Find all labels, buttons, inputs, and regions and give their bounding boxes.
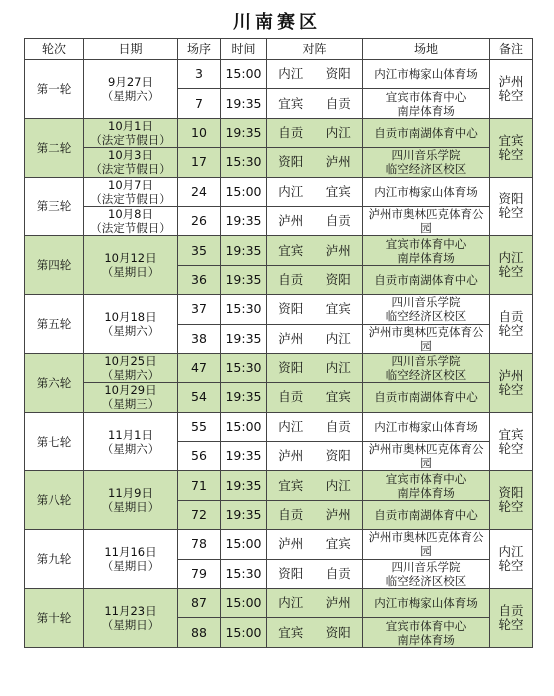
away-team-cell: 自贡 <box>315 412 363 441</box>
date-line: 10月25日 <box>104 354 157 369</box>
match-no-cell: 54 <box>178 383 221 412</box>
away-team-cell: 自贡 <box>315 89 363 118</box>
away-team-cell: 宜宾 <box>315 530 363 559</box>
table-row <box>25 60 533 89</box>
match-no-cell: 17 <box>178 148 221 177</box>
venue-cell <box>363 60 490 89</box>
header-match-no: 场序 <box>178 39 221 60</box>
bye-line: 泸州 <box>498 73 524 89</box>
venue-cell <box>363 500 490 529</box>
table-row <box>25 383 533 412</box>
header-date: 日期 <box>84 39 178 60</box>
date-line: 11月16日 <box>104 545 157 560</box>
match-no-cell: 35 <box>178 236 221 265</box>
bye-line: 资阳 <box>498 191 524 207</box>
bye-line: 轮空 <box>498 205 524 221</box>
venue-line: 宜宾市体育中心 <box>385 89 467 104</box>
bye-line: 自贡 <box>498 309 524 325</box>
bye-line: 自贡 <box>498 602 524 618</box>
venue-line: 四川音乐学院 <box>391 354 461 369</box>
home-team-cell: 宜宾 <box>267 236 315 265</box>
table-row <box>25 471 533 500</box>
bye-line: 轮空 <box>498 499 524 515</box>
match-no-cell: 71 <box>178 471 221 500</box>
date-cell <box>84 383 178 412</box>
date-line: （星期六） <box>101 324 160 339</box>
time-cell: 15:30 <box>221 559 267 588</box>
round-cell: 第七轮 <box>25 412 84 471</box>
header-round: 轮次 <box>25 39 84 60</box>
venue-cell <box>363 353 490 382</box>
venue-line: 宜宾市体育中心 <box>385 618 467 633</box>
table-row <box>25 177 533 206</box>
date-line: （星期三） <box>101 397 160 412</box>
page-title: 川南赛区 <box>233 12 321 33</box>
date-line: 10月3日 <box>108 148 153 163</box>
bye-note-cell <box>490 471 533 530</box>
time-cell: 19:35 <box>221 89 267 118</box>
home-team-cell: 资阳 <box>267 148 315 177</box>
away-team-cell: 宜宾 <box>315 295 363 324</box>
date-cell <box>84 471 178 530</box>
time-cell: 15:30 <box>221 353 267 382</box>
date-line: 10月7日 <box>108 177 153 192</box>
time-cell: 15:00 <box>221 618 267 647</box>
match-no-cell: 55 <box>178 412 221 441</box>
away-team-cell: 内江 <box>315 324 363 353</box>
table-row <box>25 353 533 382</box>
date-line: 10月12日 <box>104 251 157 266</box>
venue-cell <box>363 177 490 206</box>
match-no-cell: 56 <box>178 442 221 471</box>
home-team-cell: 宜宾 <box>267 89 315 118</box>
match-no-cell: 10 <box>178 118 221 147</box>
match-no-cell: 38 <box>178 324 221 353</box>
date-line: 11月9日 <box>108 486 153 501</box>
away-team-cell: 资阳 <box>315 60 363 89</box>
home-team-cell: 资阳 <box>267 353 315 382</box>
header-time: 时间 <box>221 39 267 60</box>
table-row <box>25 236 533 265</box>
time-cell: 15:00 <box>221 530 267 559</box>
round-cell: 第二轮 <box>25 118 84 177</box>
date-line: （星期六） <box>101 368 160 383</box>
venue-line: 自贡市南湖体育中心 <box>374 125 478 140</box>
bye-note-cell <box>490 118 533 177</box>
time-cell: 19:35 <box>221 265 267 294</box>
date-cell <box>84 148 178 177</box>
home-team-cell: 内江 <box>267 60 315 89</box>
venue-line: 内江市梅家山体育场 <box>374 596 478 611</box>
header-venue: 场地 <box>363 39 490 60</box>
away-team-cell: 资阳 <box>315 442 363 471</box>
venue-line: 自贡市南湖体育中心 <box>374 390 478 405</box>
time-cell: 19:35 <box>221 442 267 471</box>
venue-line: 临空经济区校区 <box>385 309 467 324</box>
date-cell <box>84 177 178 206</box>
schedule-body <box>25 60 533 648</box>
venue-line: 自贡市南湖体育中心 <box>374 508 478 523</box>
home-team-cell: 资阳 <box>267 295 315 324</box>
home-team-cell: 宜宾 <box>267 618 315 647</box>
venue-cell <box>363 324 490 353</box>
bye-line: 泸州 <box>498 367 524 383</box>
venue-line: 泸州市奥林匹克体育公园 <box>368 207 484 236</box>
date-line: （星期日） <box>101 559 160 574</box>
table-row <box>25 148 533 177</box>
venue-cell <box>363 295 490 324</box>
match-no-cell: 78 <box>178 530 221 559</box>
time-cell: 15:00 <box>221 177 267 206</box>
venue-cell <box>363 383 490 412</box>
venue-line: 临空经济区校区 <box>385 573 467 588</box>
away-team-cell: 资阳 <box>315 618 363 647</box>
match-no-cell: 24 <box>178 177 221 206</box>
round-cell: 第九轮 <box>25 530 84 589</box>
date-line: 10月1日 <box>108 118 153 133</box>
date-line: 11月23日 <box>104 603 157 618</box>
bye-line: 宜宾 <box>498 132 524 148</box>
match-no-cell: 87 <box>178 589 221 618</box>
match-no-cell: 79 <box>178 559 221 588</box>
date-line: （星期日） <box>101 500 160 515</box>
away-team-cell: 内江 <box>315 353 363 382</box>
venue-cell <box>363 412 490 441</box>
away-team-cell: 自贡 <box>315 206 363 235</box>
bye-line: 轮空 <box>498 264 524 280</box>
round-cell: 第八轮 <box>25 471 84 530</box>
away-team-cell: 泸州 <box>315 148 363 177</box>
match-no-cell: 26 <box>178 206 221 235</box>
venue-cell <box>363 148 490 177</box>
bye-line: 轮空 <box>498 146 524 162</box>
table-row <box>25 530 533 559</box>
bye-line: 内江 <box>498 250 524 266</box>
date-cell <box>84 589 178 648</box>
venue-line: 内江市梅家山体育场 <box>374 419 478 434</box>
time-cell: 15:00 <box>221 412 267 441</box>
round-cell: 第四轮 <box>25 236 84 295</box>
time-cell: 19:35 <box>221 118 267 147</box>
home-team-cell: 泸州 <box>267 206 315 235</box>
venue-cell <box>363 206 490 235</box>
time-cell: 15:00 <box>221 589 267 618</box>
round-cell: 第五轮 <box>25 295 84 354</box>
away-team-cell: 内江 <box>315 118 363 147</box>
table-row <box>25 118 533 147</box>
match-no-cell: 88 <box>178 618 221 647</box>
home-team-cell: 内江 <box>267 589 315 618</box>
venue-cell <box>363 118 490 147</box>
date-line: （法定节假日） <box>90 221 171 236</box>
home-team-cell: 内江 <box>267 177 315 206</box>
away-team-cell: 泸州 <box>315 500 363 529</box>
bye-line: 轮空 <box>498 381 524 397</box>
home-team-cell: 资阳 <box>267 559 315 588</box>
venue-line: 泸州市奥林匹克体育公园 <box>368 530 484 559</box>
date-line: （法定节假日） <box>90 191 171 206</box>
venue-line: 南岸体育场 <box>397 103 455 118</box>
date-line: 10月8日 <box>108 207 153 222</box>
round-cell: 第十轮 <box>25 589 84 648</box>
venue-cell <box>363 89 490 118</box>
time-cell: 19:35 <box>221 471 267 500</box>
venue-line: 南岸体育场 <box>397 250 455 265</box>
home-team-cell: 宜宾 <box>267 471 315 500</box>
venue-line: 临空经济区校区 <box>385 162 467 177</box>
home-team-cell: 自贡 <box>267 500 315 529</box>
bye-note-cell <box>490 412 533 471</box>
match-no-cell: 72 <box>178 500 221 529</box>
venue-line: 四川音乐学院 <box>391 559 461 574</box>
venue-line: 泸州市奥林匹克体育公园 <box>368 324 484 353</box>
date-cell <box>84 118 178 147</box>
date-line: 10月18日 <box>104 310 157 325</box>
venue-line: 宜宾市体育中心 <box>385 471 467 486</box>
table-row <box>25 206 533 235</box>
away-team-cell: 自贡 <box>315 559 363 588</box>
venue-cell <box>363 618 490 647</box>
schedule-table <box>24 38 533 648</box>
away-team-cell: 内江 <box>315 471 363 500</box>
table-row <box>25 412 533 441</box>
date-cell <box>84 412 178 471</box>
home-team-cell: 泸州 <box>267 442 315 471</box>
home-team-cell: 泸州 <box>267 530 315 559</box>
home-team-cell: 泸州 <box>267 324 315 353</box>
bye-note-cell <box>490 353 533 412</box>
bye-line: 轮空 <box>498 323 524 339</box>
venue-line: 南岸体育场 <box>397 632 455 647</box>
venue-line: 南岸体育场 <box>397 485 455 500</box>
date-line: 9月27日 <box>108 74 153 89</box>
round-cell: 第一轮 <box>25 60 84 119</box>
date-line: （星期六） <box>101 88 160 103</box>
bye-line: 宜宾 <box>498 426 524 442</box>
venue-line: 泸州市奥林匹克体育公园 <box>368 442 484 471</box>
venue-line: 四川音乐学院 <box>391 148 461 163</box>
bye-note-cell <box>490 589 533 648</box>
date-line: （星期日） <box>101 617 160 632</box>
away-team-cell: 泸州 <box>315 589 363 618</box>
date-cell <box>84 530 178 589</box>
home-team-cell: 内江 <box>267 412 315 441</box>
bye-line: 轮空 <box>498 440 524 456</box>
venue-cell <box>363 442 490 471</box>
match-no-cell: 37 <box>178 295 221 324</box>
time-cell: 19:35 <box>221 236 267 265</box>
round-cell: 第六轮 <box>25 353 84 412</box>
bye-line: 轮空 <box>498 87 524 103</box>
bye-note-cell <box>490 236 533 295</box>
venue-cell <box>363 530 490 559</box>
time-cell: 15:30 <box>221 295 267 324</box>
round-cell: 第三轮 <box>25 177 84 236</box>
time-cell: 19:35 <box>221 324 267 353</box>
match-no-cell: 7 <box>178 89 221 118</box>
venue-line: 内江市梅家山体育场 <box>374 184 478 199</box>
bye-line: 轮空 <box>498 558 524 574</box>
venue-line: 内江市梅家山体育场 <box>374 67 478 82</box>
away-team-cell: 泸州 <box>315 236 363 265</box>
date-line: （星期六） <box>101 441 160 456</box>
date-line: （法定节假日） <box>90 132 171 147</box>
match-no-cell: 36 <box>178 265 221 294</box>
table-row <box>25 589 533 618</box>
away-team-cell: 宜宾 <box>315 177 363 206</box>
venue-line: 宜宾市体育中心 <box>385 236 467 251</box>
date-cell <box>84 236 178 295</box>
bye-note-cell <box>490 295 533 354</box>
table-row <box>25 295 533 324</box>
venue-line: 临空经济区校区 <box>385 368 467 383</box>
venue-line: 自贡市南湖体育中心 <box>374 272 478 287</box>
bye-line: 内江 <box>498 544 524 560</box>
away-team-cell: 资阳 <box>315 265 363 294</box>
date-cell <box>84 206 178 235</box>
venue-cell <box>363 559 490 588</box>
match-no-cell: 3 <box>178 60 221 89</box>
date-line: （星期日） <box>101 265 160 280</box>
home-team-cell: 自贡 <box>267 265 315 294</box>
header-notes: 备注 <box>490 39 533 60</box>
time-cell: 15:30 <box>221 148 267 177</box>
header-row <box>25 39 533 60</box>
bye-note-cell <box>490 60 533 119</box>
home-team-cell: 自贡 <box>267 383 315 412</box>
away-team-cell: 宜宾 <box>315 383 363 412</box>
date-cell <box>84 353 178 382</box>
time-cell: 19:35 <box>221 500 267 529</box>
date-line: 10月29日 <box>104 383 157 398</box>
match-no-cell: 47 <box>178 353 221 382</box>
venue-cell <box>363 589 490 618</box>
date-line: （法定节假日） <box>90 162 171 177</box>
venue-line: 四川音乐学院 <box>391 295 461 310</box>
venue-cell <box>363 265 490 294</box>
bye-line: 轮空 <box>498 616 524 632</box>
venue-cell <box>363 471 490 500</box>
date-cell <box>84 295 178 354</box>
venue-cell <box>363 236 490 265</box>
time-cell: 19:35 <box>221 206 267 235</box>
date-line: 11月1日 <box>108 427 153 442</box>
header-matchup: 对阵 <box>267 39 363 60</box>
bye-note-cell <box>490 530 533 589</box>
time-cell: 15:00 <box>221 60 267 89</box>
bye-line: 资阳 <box>498 485 524 501</box>
home-team-cell: 自贡 <box>267 118 315 147</box>
bye-note-cell <box>490 177 533 236</box>
date-cell <box>84 60 178 119</box>
time-cell: 19:35 <box>221 383 267 412</box>
